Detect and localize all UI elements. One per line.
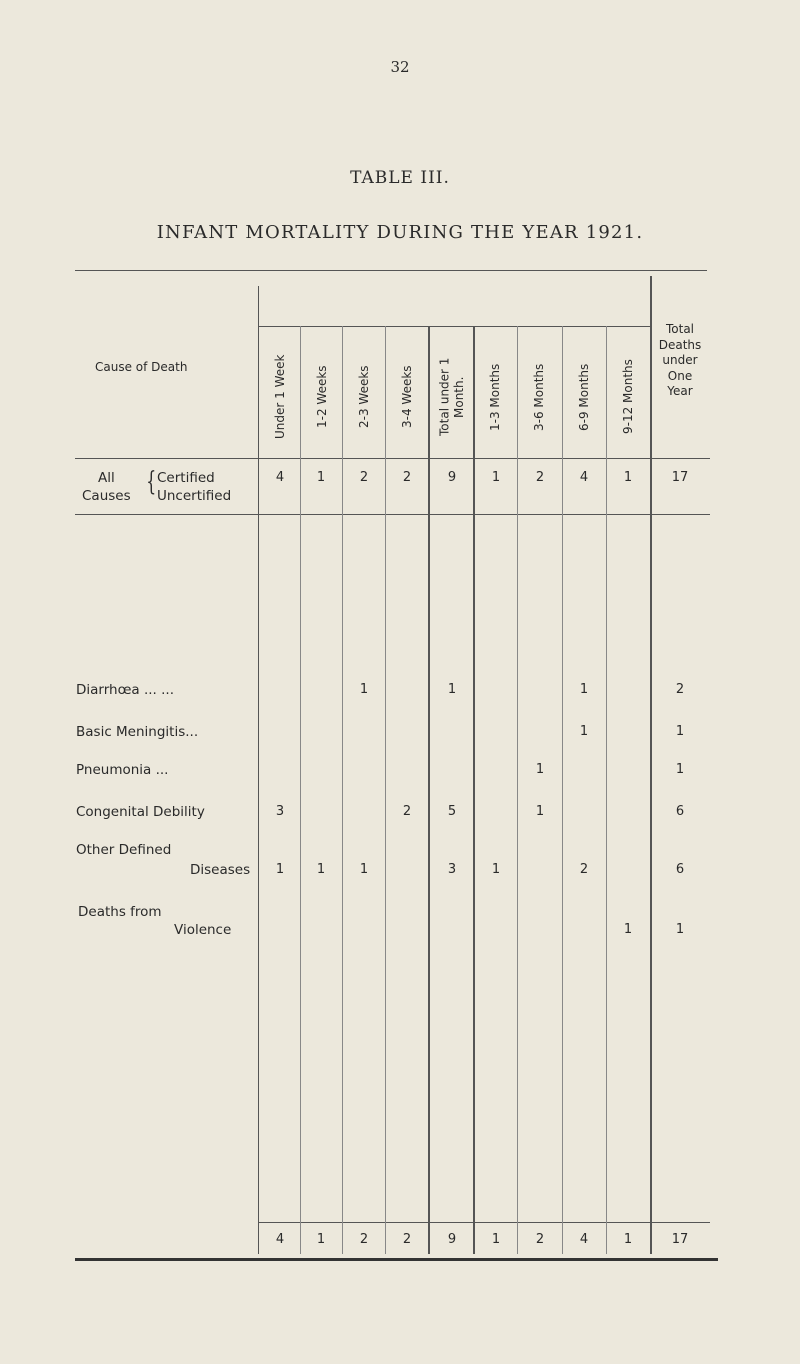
table-heading: TABLE III. <box>350 168 450 188</box>
column-rule <box>342 326 343 1254</box>
all-causes-cell: 4 <box>275 470 285 485</box>
row-label-diarrhoea: Diarrhœa ... ... <box>76 682 175 698</box>
column-rule <box>606 326 607 1254</box>
column-rule <box>650 276 652 1254</box>
cause-of-death-header: Cause of Death <box>95 360 188 374</box>
all-causes-total: 17 <box>671 470 689 485</box>
cause-row-cell: 1 <box>359 862 369 877</box>
cause-row-cell: 1 <box>447 682 457 697</box>
totals-cell: 1 <box>491 1232 501 1247</box>
cause-row-cell: 1 <box>275 862 285 877</box>
totals-cell: 4 <box>579 1232 589 1247</box>
totals-rule <box>258 1222 710 1223</box>
column-header: 9-12 Months <box>620 359 635 435</box>
column-header: 1-2 Weeks <box>314 365 329 429</box>
column-rule <box>562 326 563 1254</box>
row-label-other-defined: Other Defined <box>76 842 172 858</box>
column-rule <box>428 326 430 1254</box>
column-header: Total under 1 Month. <box>437 357 466 437</box>
cause-row-cell: 1 <box>359 682 369 697</box>
totals-total: 17 <box>671 1232 689 1247</box>
page-number: 32 <box>390 58 410 76</box>
all-causes-cell: 2 <box>359 470 369 485</box>
cause-row-cell: 1 <box>535 804 545 819</box>
cause-row-cell: 1 <box>535 762 545 777</box>
brace: { <box>146 467 157 497</box>
all-causes-cell: 2 <box>402 470 412 485</box>
column-header: Under 1 Week <box>272 354 287 440</box>
column-header: 1-3 Months <box>487 363 502 431</box>
cause-row-cell: 1 <box>316 862 326 877</box>
column-rule <box>517 326 518 1254</box>
row-label-diseases: Diseases <box>190 862 251 878</box>
cause-row-cell: 1 <box>491 862 501 877</box>
column-header: 2-3 Weeks <box>356 365 371 429</box>
subheader-rule <box>258 326 650 327</box>
all-causes-cell: 1 <box>491 470 501 485</box>
cause-row-total: 6 <box>675 862 685 877</box>
causes-label: Causes <box>82 488 131 504</box>
column-header: 3-4 Weeks <box>399 365 414 429</box>
cause-row-total: 1 <box>675 922 685 937</box>
cause-row-total: 1 <box>675 762 685 777</box>
column-header: 6-9 Months <box>576 363 591 431</box>
cause-row-total: 6 <box>675 804 685 819</box>
cause-row-cell: 1 <box>579 724 589 739</box>
totals-cell: 2 <box>535 1232 545 1247</box>
all-causes-cell: 1 <box>623 470 633 485</box>
bottom-rule <box>75 1258 718 1261</box>
row-label-congenital-debility: Congenital Debility <box>76 804 205 820</box>
all-causes-cell: 9 <box>447 470 457 485</box>
column-rule <box>300 326 301 1254</box>
all-causes-cell: 4 <box>579 470 589 485</box>
cause-row-total: 2 <box>675 682 685 697</box>
totals-cell: 1 <box>623 1232 633 1247</box>
cause-row-cell: 1 <box>579 682 589 697</box>
top-rule <box>75 270 707 271</box>
cause-row-cell: 3 <box>447 862 457 877</box>
totals-cell: 2 <box>402 1232 412 1247</box>
column-rule <box>385 326 386 1254</box>
totals-cell: 2 <box>359 1232 369 1247</box>
table-title: INFANT MORTALITY DURING THE YEAR 1921. <box>156 222 644 243</box>
cause-row-cell: 1 <box>623 922 633 937</box>
cause-row-cell: 2 <box>402 804 412 819</box>
total-deaths-header: Total Deaths under One Year <box>658 322 702 399</box>
totals-cell: 9 <box>447 1232 457 1247</box>
all-causes-cell: 2 <box>535 470 545 485</box>
cause-row-total: 1 <box>675 724 685 739</box>
column-header: 3-6 Months <box>531 363 546 431</box>
row-label-basic-meningitis: Basic Meningitis... <box>76 724 199 740</box>
all-causes-cell: 1 <box>316 470 326 485</box>
uncertified-label: Uncertified <box>157 488 232 504</box>
all-causes-rule <box>75 514 710 515</box>
row-label-violence: Violence <box>174 922 232 938</box>
row-label-pneumonia: Pneumonia ... <box>76 762 169 778</box>
totals-cell: 4 <box>275 1232 285 1247</box>
cause-row-cell: 5 <box>447 804 457 819</box>
all-label: All <box>98 470 115 486</box>
certified-label: Certified <box>157 470 215 486</box>
totals-cell: 1 <box>316 1232 326 1247</box>
row-label-deaths-from: Deaths from <box>78 904 162 920</box>
header-rule <box>75 458 710 459</box>
column-rule <box>258 286 259 1254</box>
column-rule <box>473 326 475 1254</box>
cause-row-cell: 2 <box>579 862 589 877</box>
cause-row-cell: 3 <box>275 804 285 819</box>
